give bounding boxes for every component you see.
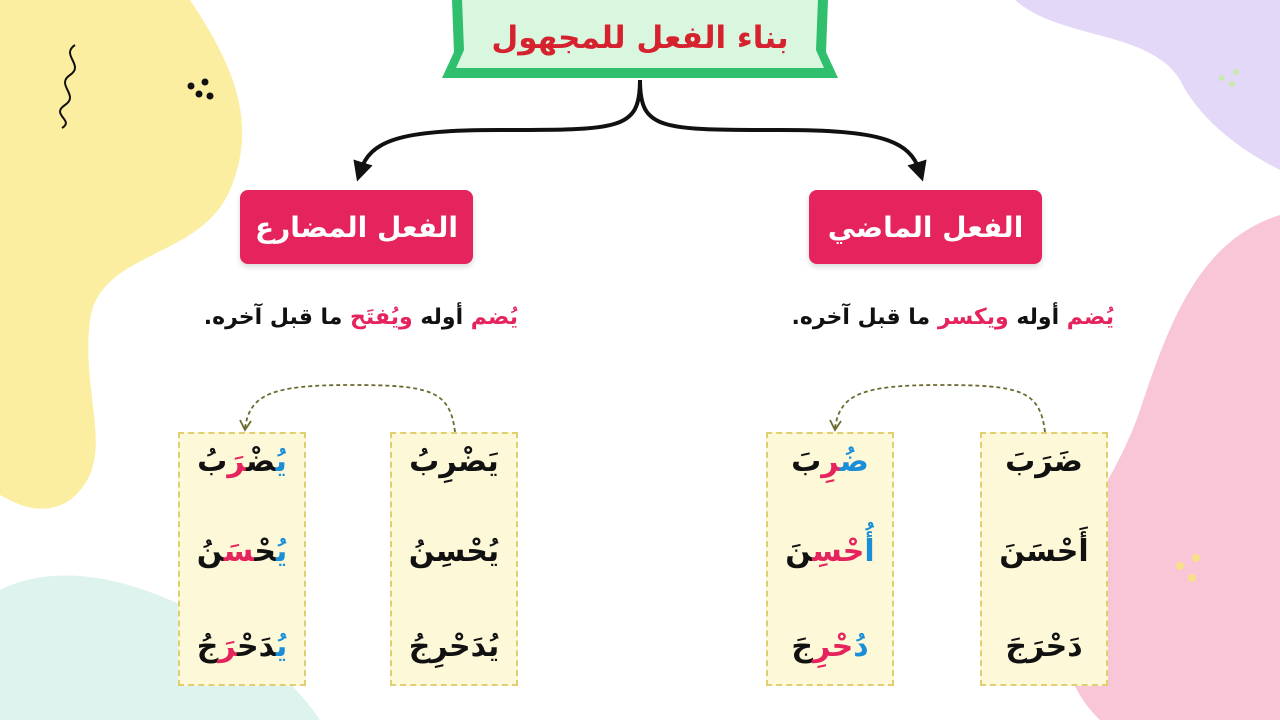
verb-active: أَحْسَنَ [999, 534, 1089, 569]
present-tense-label: الفعل المضارع [254, 210, 459, 244]
past-passive-card [766, 432, 894, 686]
verb-passive: يُضْرَبُ [197, 444, 287, 479]
verb-active: يُحْسِنُ [408, 534, 500, 569]
arrow-to-present [360, 80, 640, 172]
rule-text: أوله [412, 305, 471, 330]
verb-passive: يُدَحْرَجُ [196, 629, 288, 664]
present-passive-card [178, 432, 306, 686]
past-rule [792, 305, 1114, 330]
verb-passive: دُحْرِجَ [791, 629, 869, 664]
curve-arrow-right [835, 385, 1045, 432]
diagram-title: بناء الفعل للمجهول [491, 20, 789, 56]
rule-text: أوله [1008, 305, 1067, 330]
verb-active: يَضْرِبُ [409, 444, 499, 479]
rule-word-damm: يُضم [470, 305, 518, 330]
verb-passive: أُحْسِنَ [785, 534, 875, 569]
verb-passive: يُحْسَنُ [196, 534, 288, 569]
verb-active: ضَرَبَ [1005, 444, 1083, 479]
verb-active: يُدَحْرِجُ [408, 629, 500, 664]
present-rule [204, 305, 518, 330]
present-active-card [390, 432, 518, 686]
present-tense-heading [240, 190, 473, 264]
rule-text: ما قبل آخره. [203, 305, 351, 330]
verb-active: دَحْرَجَ [1005, 629, 1083, 664]
rule-word-fath: ويُفتَح [350, 305, 413, 330]
rule-word-damm: يُضم [1066, 305, 1114, 330]
rule-word-kasr: ويكسر [937, 305, 1009, 330]
past-active-card [980, 432, 1108, 686]
rule-text: ما قبل آخره. [791, 305, 938, 330]
verb-passive: ضُرِبَ [791, 444, 869, 479]
curve-arrow-left [245, 385, 455, 432]
past-tense-heading [809, 190, 1042, 264]
past-tense-label: الفعل الماضي [827, 210, 1024, 244]
arrow-to-past [640, 80, 920, 172]
